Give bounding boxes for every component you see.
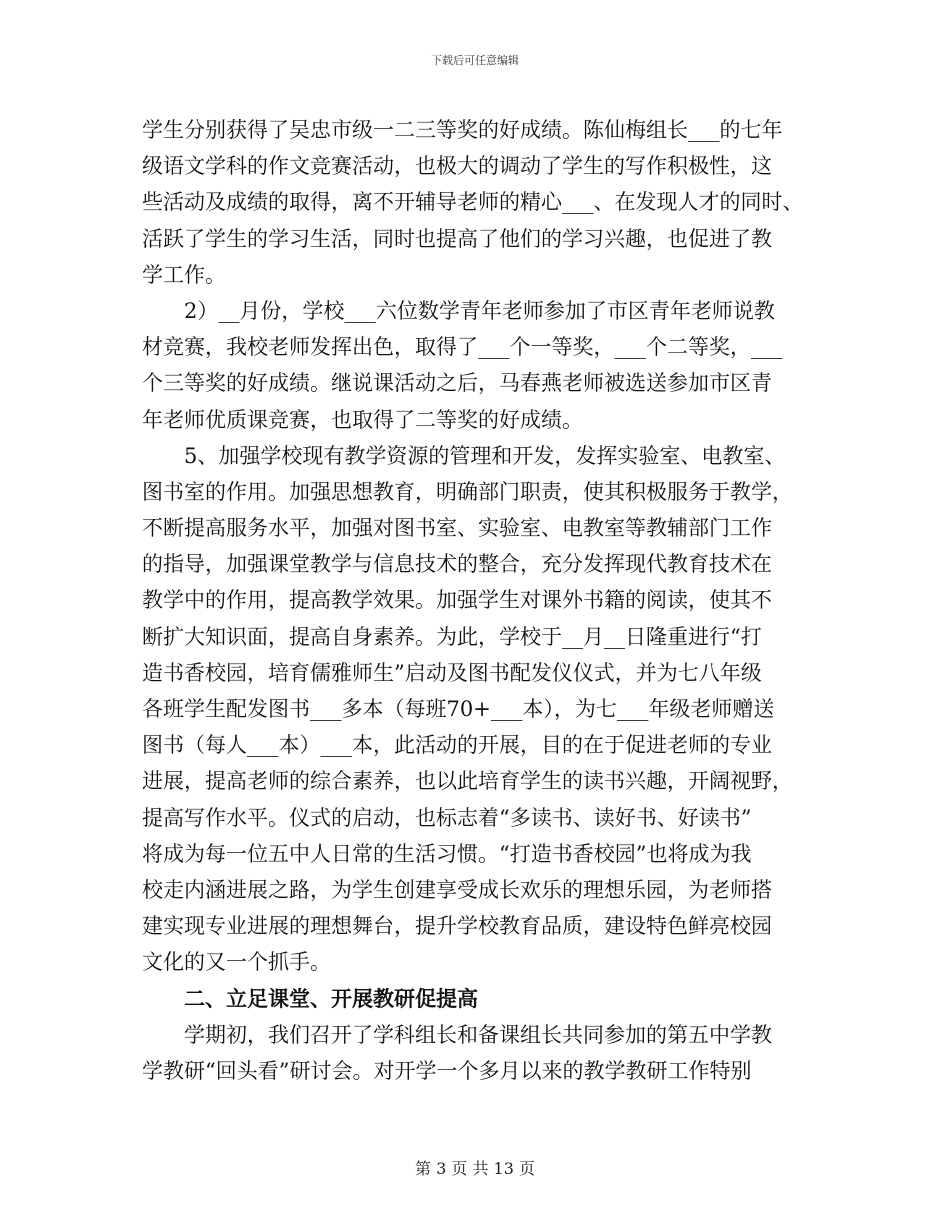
text-line: 的指导，加强课堂教学与信息技术的整合，充分发挥现代教育技术在 [142, 552, 772, 577]
text-line: 个三等奖的好成绩。继说课活动之后，马春燕老师被选送参加市区青 [142, 371, 772, 396]
text-line: 2）__月份，学校___六位数学青年老师参加了市区青年老师说教 [184, 298, 775, 323]
document-body [142, 112, 822, 1089]
text-line: 学教研“回头看”研讨会。对开学一个多月以来的教学教研工作特别 [142, 1058, 752, 1083]
text-line: 文化的又一个抓手。 [142, 950, 331, 975]
text-line: 图书（每人___本）___本，此活动的开展，目的在于促进老师的专业 [142, 733, 772, 758]
text-line: 年老师优质课竞赛，也取得了二等奖的好成绩。 [142, 407, 583, 432]
text-line: 5、加强学校现有教学资源的管理和开发，发挥实验室、电教室、 [184, 443, 786, 468]
text-line: 学期初，我们召开了学科组长和备课组长共同参加的第五中学教 [184, 1022, 772, 1047]
text-line: 校走内涵进展之路，为学生创建享受成长欢乐的理想乐园，为老师搭 [142, 877, 772, 902]
text-line: 级语文学科的作文竞赛活动，也极大的调动了学生的写作积极性，这 [142, 154, 772, 179]
page-header: 下载后可任意编辑 [431, 54, 519, 67]
text-line: 断扩大知识面，提高自身素养。为此，学校于__月__日隆重进行“打 [142, 624, 762, 649]
section-heading: 二、立足课堂、开展教研促提高 [184, 985, 478, 1011]
text-line: 学工作。 [142, 262, 226, 287]
text-line: 将成为每一位五中人日常的生活习惯。“打造书香校园”也将成为我 [142, 841, 752, 866]
text-line: 造书香校园，培育儒雅师生”启动及图书配发仪仪式，并为七八年级 [142, 660, 762, 685]
text-line: 些活动及成绩的取得，离不开辅导老师的精心___、在发现人才的同时、 [142, 190, 804, 215]
text-line: 材竞赛，我校老师发挥出色，取得了___个一等奖，___个二等奖，___ [142, 335, 783, 360]
text-line: 教学中的作用，提高教学效果。加强学生对课外书籍的阅读，使其不 [142, 588, 772, 613]
text-line: 活跃了学生的学习生活，同时也提高了他们的学习兴趣，也促进了教 [142, 226, 772, 251]
text-line: 不断提高服务水平，加强对图书室、实验室、电教室等教辅部门工作 [142, 516, 772, 541]
text-line: 各班学生配发图书___多本（每班70+___本），为七___年级老师赠送 [142, 697, 775, 721]
text-line: 建实现专业进展的理想舞台，提升学校教育品质，建设特色鲜亮校园 [142, 914, 772, 939]
text-line: 学生分别获得了吴忠市级一二三等奖的好成绩。陈仙梅组长___的七年 [142, 118, 783, 142]
text-line: 图书室的作用。加强思想教育，明确部门职责，使其积极服务于教学， [142, 479, 793, 504]
page-footer: 第 3 页 共 13 页 [415, 1159, 535, 1178]
text-line: 进展，提高老师的综合素养，也以此培育学生的读书兴趣，开阔视野， [142, 769, 793, 794]
text-line: 提高写作水平。仪式的启动，也标志着“多读书、读好书、好读书” [142, 805, 752, 830]
